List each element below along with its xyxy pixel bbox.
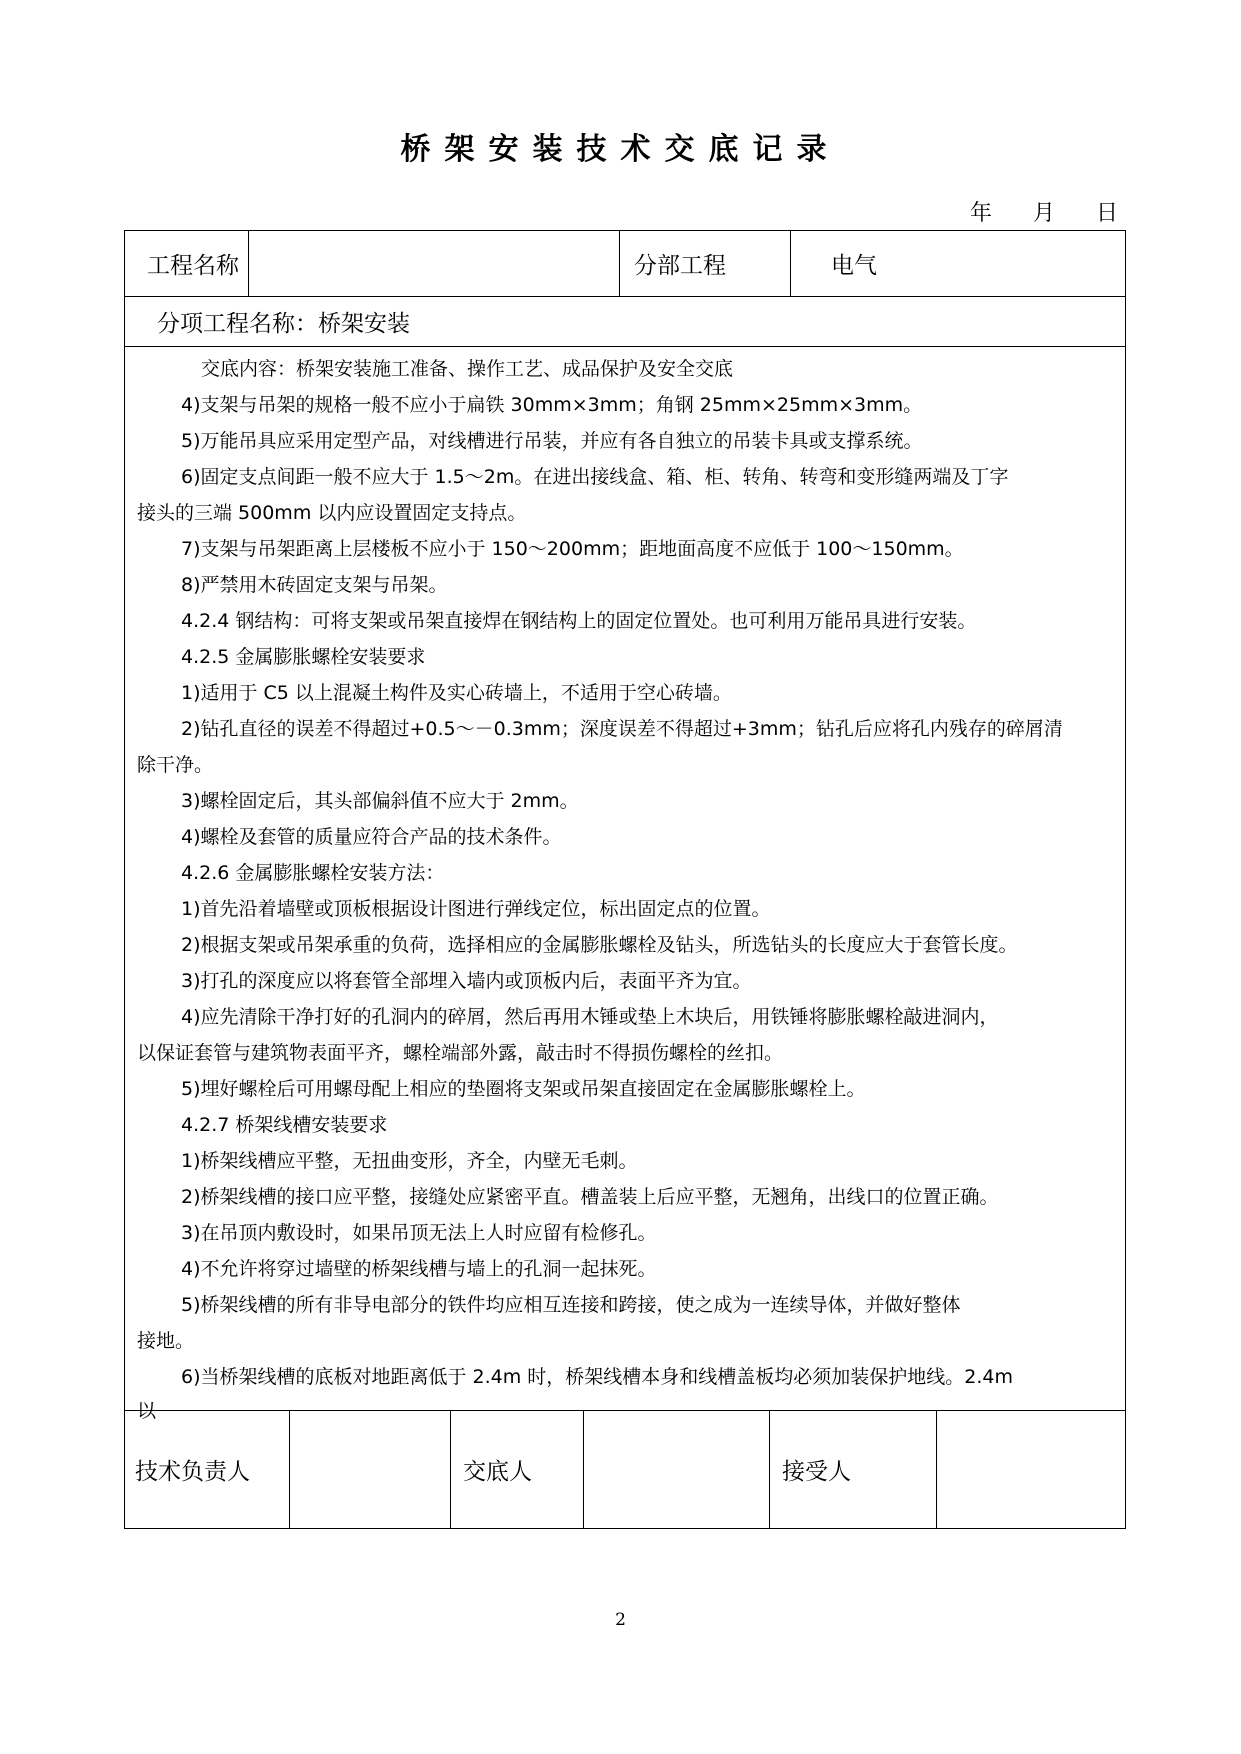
content-line: 4)不允许将穿过墙壁的桥架线槽与墙上的孔洞一起抹死。 bbox=[181, 1258, 657, 1280]
disclosure-table bbox=[124, 230, 1126, 1529]
discloser-value[interactable] bbox=[583, 1411, 769, 1528]
content-line: 1)首先沿着墙壁或顶板根据设计图进行弹线定位，标出固定点的位置。 bbox=[181, 898, 771, 920]
receiver-label: 接受人 bbox=[769, 1411, 936, 1528]
division-label: 分部工程 bbox=[619, 231, 790, 296]
tech-lead-value[interactable] bbox=[289, 1411, 450, 1528]
content-line: 交底内容：桥架安装施工准备、操作工艺、成品保护及安全交底 bbox=[201, 358, 734, 380]
content-row bbox=[125, 347, 1125, 1422]
document-title: 桥架安装技术交底记录 bbox=[400, 132, 841, 167]
date-month: 月 bbox=[1033, 201, 1056, 226]
content-line: 5)埋好螺栓后可用螺母配上相应的垫圈将支架或吊架直接固定在金属膨胀螺栓上。 bbox=[181, 1078, 866, 1100]
tech-lead-label: 技术负责人 bbox=[135, 1459, 250, 1485]
content-line: 除干净。 bbox=[137, 754, 214, 776]
project-name-label: 工程名称 bbox=[147, 253, 239, 279]
content-line: 接头的三端 500mm 以内应设置固定支持点。 bbox=[137, 502, 527, 524]
content-line: 4)螺栓及套管的质量应符合产品的技术条件。 bbox=[181, 826, 562, 848]
content-line: 8)严禁用木砖固定支架与吊架。 bbox=[181, 574, 448, 596]
project-row bbox=[125, 231, 1125, 297]
content-line: 4.2.4 钢结构：可将支架或吊架直接焊在钢结构上的固定位置处。也可利用万能吊具进行安装。 bbox=[181, 610, 977, 632]
subitem-row bbox=[125, 297, 1125, 347]
project-name-value[interactable] bbox=[248, 231, 619, 296]
content-line: 2)钻孔直径的误差不得超过+0.5～－0.3mm；深度误差不得超过+3mm；钻孔后应将孔内残存的碎屑清 bbox=[181, 718, 1063, 740]
subitem-label: 分项工程名称：桥架安装 bbox=[157, 311, 410, 337]
content-line: 4.2.6 金属膨胀螺栓安装方法： bbox=[181, 862, 445, 884]
content-line: 3)螺栓固定后，其头部偏斜值不应大于 2mm。 bbox=[181, 790, 579, 812]
page-number: 2 bbox=[615, 1610, 626, 1630]
content-line: 4)支架与吊架的规格一般不应小于扁铁 30mm×3mm；角钢 25mm×25mm×3mm。 bbox=[181, 394, 923, 416]
content-line: 4.2.5 金属膨胀螺栓安装要求 bbox=[181, 646, 426, 668]
content-line: 5)万能吊具应采用定型产品，对线槽进行吊装，并应有各自独立的吊装卡具或支撑系统。 bbox=[181, 430, 923, 452]
content-line: 2)根据支架或吊架承重的负荷，选择相应的金属膨胀螺栓及钻头，所选钻头的长度应大于套管长度。 bbox=[181, 934, 1018, 956]
content-line: 以保证套管与建筑物表面平齐，螺栓端部外露，敲击时不得损伤螺栓的丝扣。 bbox=[137, 1042, 784, 1064]
content-line: 1)适用于 C5 以上混凝土构件及实心砖墙上，不适用于空心砖墙。 bbox=[181, 682, 732, 704]
content-line: 2)桥架线槽的接口应平整，接缝处应紧密平直。槽盖装上后应平整，无翘角，出线口的位置正确。 bbox=[181, 1186, 999, 1208]
content-line: 5)桥架线槽的所有非导电部分的铁件均应相互连接和跨接，使之成为一连续导体，并做好整体 bbox=[181, 1294, 961, 1316]
receiver-value[interactable] bbox=[936, 1411, 1125, 1528]
content-line: 3)打孔的深度应以将套管全部埋入墙内或顶板内后，表面平齐为宜。 bbox=[181, 970, 752, 992]
content-line: 接地。 bbox=[137, 1330, 195, 1352]
date-line bbox=[970, 196, 1118, 227]
division-value[interactable]: 电气 bbox=[790, 231, 1125, 296]
date-day: 日 bbox=[1096, 201, 1119, 226]
signature-row bbox=[125, 1411, 1125, 1528]
content-line: 4)应先清除干净打好的孔洞内的碎屑，然后再用木锤或垫上木块后，用铁锤将膨胀螺栓敲进洞内， bbox=[181, 1006, 999, 1028]
content-line: 6)当桥架线槽的底板对地距离低于 2.4m 时，桥架线槽本身和线槽盖板均必须加装保护地线。2.4m bbox=[181, 1366, 1014, 1388]
content-line: 7)支架与吊架距离上层楼板不应小于 150～200mm；距地面高度不应低于 100～150mm。 bbox=[181, 538, 964, 560]
content-line: 1)桥架线槽应平整，无扭曲变形，齐全，内壁无毛刺。 bbox=[181, 1150, 638, 1172]
content-line: 6)固定支点间距一般不应大于 1.5～2m。在进出接线盒、箱、柜、转角、转弯和变形缝两端及丁字 bbox=[181, 466, 1009, 488]
content-line: 3)在吊顶内敷设时，如果吊顶无法上人时应留有检修孔。 bbox=[181, 1222, 657, 1244]
content-line: 4.2.7 桥架线槽安装要求 bbox=[181, 1114, 388, 1136]
date-year: 年 bbox=[970, 201, 993, 226]
discloser-label: 交底人 bbox=[450, 1411, 583, 1528]
content-line: 以 bbox=[137, 1400, 157, 1422]
